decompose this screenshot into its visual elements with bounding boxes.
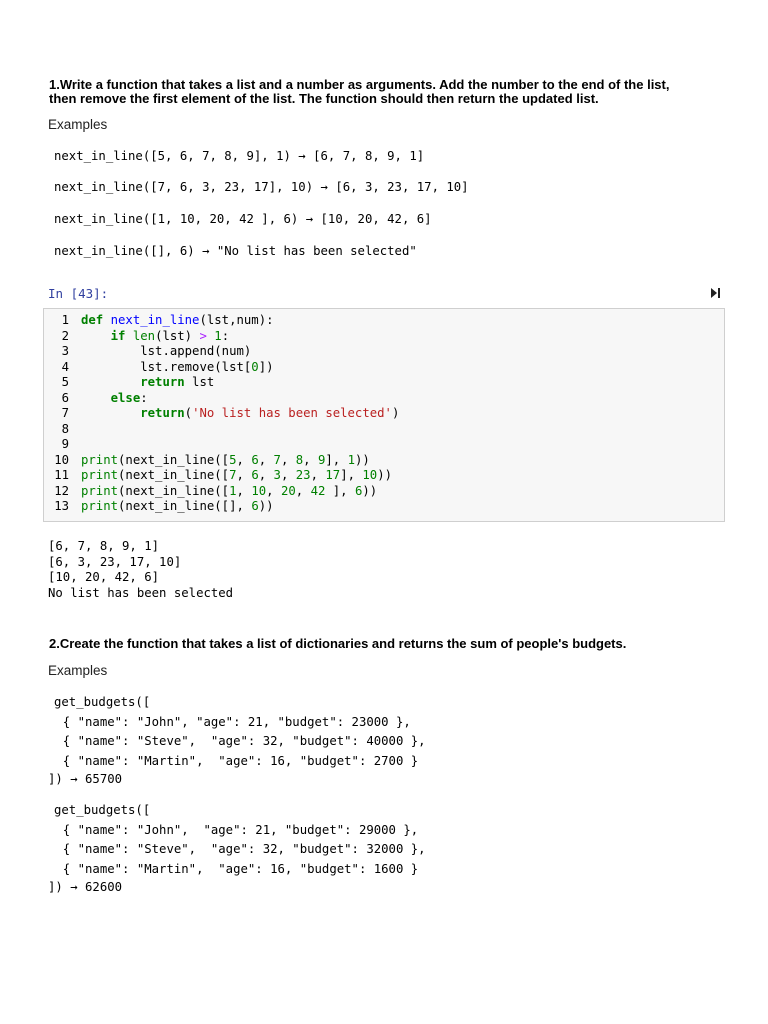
code-line: 8 [61,421,69,436]
cell-prompt: In [43]: [48,286,109,301]
output-line-2: [6, 3, 23, 17, 10] [48,554,182,569]
q2-ex2-line-2: { "name": "John", "age": 21, "budget": 29000 }, [48,822,419,837]
run-cell-icon[interactable] [709,286,721,298]
code-line: 13 print(next_in_line([], 6)) [54,499,274,513]
q2-ex1-line-2: { "name": "John", "age": 21, "budget": 23000 }, [48,714,411,729]
code-line: 5 return lst [61,375,215,389]
code-line: 1 def next_in_line(lst,num): [61,313,274,327]
q2-ex1-line-4: { "name": "Martin", "age": 16, "budget": 2700 } [48,753,419,768]
q1-heading-line2: then remove the first element of the list. The function should then return the updated list. [49,91,599,106]
output-line-4: No list has been selected [48,585,234,600]
code-line: 6 else: [61,390,148,405]
code-line: 3 lst.append(num) [61,344,252,358]
code-line: 10 print(next_in_line([5, 6, 7, 8, 9], 1)) [54,452,370,467]
q2-ex1-line-1: get_budgets([ [54,695,151,709]
code-line: 4 lst.remove(lst[0]) [61,359,274,374]
code-line: 2 if len(lst) > 1: [61,328,230,343]
q2-ex2-line-3: { "name": "Steve", "age": 32, "budget": 32000 }, [48,842,426,856]
q2-heading: 2.Create the function that takes a list of dictionaries and returns the sum of people's budgets. [49,636,627,651]
output-line-3: [10, 20, 42, 6] [48,570,160,584]
code-line: 11 print(next_in_line([7, 6, 3, 23, 17], 10)) [54,468,393,482]
q2-ex1-line-3: { "name": "Steve", "age": 32, "budget": 40000 }, [48,734,426,748]
q2-ex2-line-1: get_budgets([ [54,803,151,817]
q2-ex2-line-4: { "name": "Martin", "age": 16, "budget": 1600 } [48,861,419,876]
q1-heading-line1: 1.Write a function that takes a list and a number as arguments. Add the number to the end of the list, [49,77,670,92]
code-line: 7 return('No list has been selected') [61,406,400,420]
q1-example-2: next_in_line([7, 6, 3, 23, 17], 10) → [6, 3, 23, 17, 10] [54,180,469,194]
code-cell[interactable] [43,308,725,522]
q2-ex2-line-5: ]) → 62600 [48,880,123,894]
q2-examples-label: Examples [48,663,108,678]
output-line-1: [6, 7, 8, 9, 1] [48,539,160,553]
q2-ex1-line-5: ]) → 65700 [48,772,123,786]
code-line: 9 [61,437,69,451]
q1-example-1: next_in_line([5, 6, 7, 8, 9], 1) → [6, 7, 8, 9, 1] [54,149,425,163]
q1-example-4: next_in_line([], 6) → "No list has been selected" [54,244,417,258]
q1-example-3: next_in_line([1, 10, 20, 42 ], 6) → [10, 20, 42, 6] [54,212,432,226]
q1-examples-label: Examples [48,117,108,132]
code-line: 12 print(next_in_line([1, 10, 20, 42 ], 6)) [54,483,378,498]
